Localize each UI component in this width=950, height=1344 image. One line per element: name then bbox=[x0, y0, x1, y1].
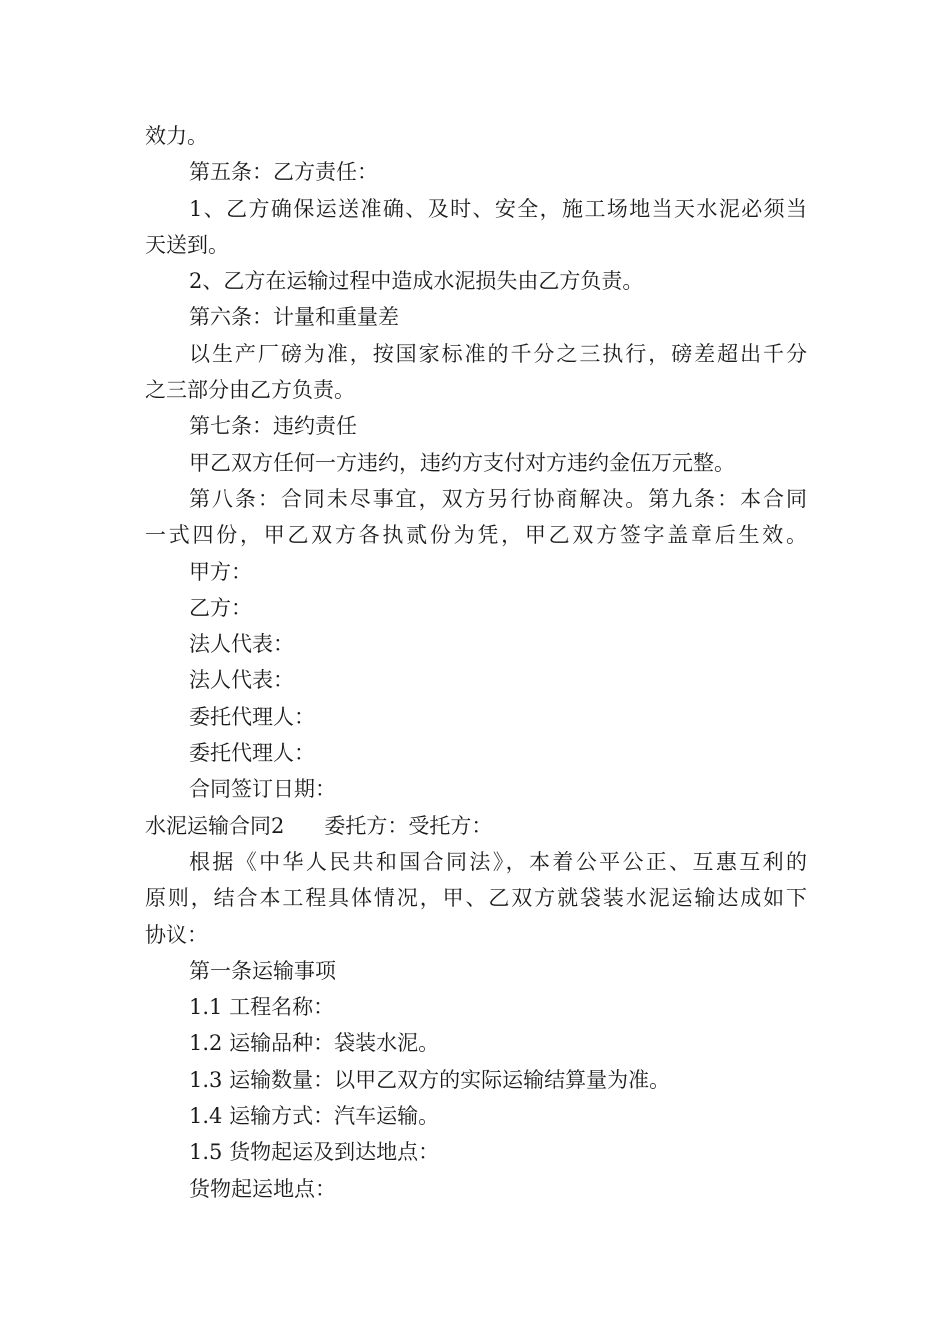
text-line: 效力。 bbox=[145, 124, 208, 148]
party-b-label: 乙方： bbox=[189, 595, 252, 620]
text-line: 1.2 运输品种：袋装水泥。 bbox=[189, 1031, 440, 1056]
text-line: 1.4 运输方式：汽车运输。 bbox=[189, 1104, 440, 1129]
signing-date-label: 合同签订日期： bbox=[189, 777, 336, 802]
text-line: 1.3 运输数量：以甲乙双方的实际运输结算量为准。 bbox=[189, 1067, 671, 1092]
clause-heading-6: 第六条：计量和重量差 bbox=[189, 305, 399, 330]
clause-heading-1: 第一条运输事项 bbox=[189, 958, 336, 983]
contract-title-line bbox=[145, 808, 807, 844]
text-line: 协议： bbox=[145, 922, 208, 947]
agent-label: 委托代理人： bbox=[189, 704, 315, 729]
text-line: 1.1 工程名称： bbox=[189, 995, 335, 1020]
text-line: 天送到。 bbox=[145, 232, 229, 257]
contract-title: 水泥运输合同2 bbox=[145, 813, 285, 838]
clause-heading-7: 第七条：违约责任 bbox=[189, 414, 357, 439]
party-a-label: 甲方： bbox=[189, 559, 252, 584]
clause-heading-8: 第八条：合同未尽事宜，双方另行协商解决。第九条：本合同 bbox=[189, 486, 807, 511]
agent-label: 委托代理人： bbox=[189, 741, 315, 766]
text-line: 甲乙双方任何一方违约，违约方支付对方违约金伍万元整。 bbox=[189, 450, 735, 475]
text-line: 货物起运地点： bbox=[189, 1176, 336, 1201]
text-line: 之三部分由乙方负责。 bbox=[145, 378, 355, 403]
parties-label: 委托方：受托方： bbox=[324, 813, 493, 838]
text-line: 根据《中华人民共和国合同法》，本着公平公正、互惠互利的 bbox=[189, 849, 807, 874]
text-line: 以生产厂磅为准，按国家标准的千分之三执行，磅差超出千分 bbox=[189, 341, 807, 366]
document-body bbox=[145, 118, 807, 1207]
legal-rep-label: 法人代表： bbox=[189, 668, 294, 693]
text-line: 原则，结合本工程具体情况，甲、乙双方就袋装水泥运输达成如下 bbox=[145, 886, 807, 911]
text-line: 2、乙方在运输过程中造成水泥损失由乙方负责。 bbox=[189, 269, 644, 294]
text-line: 1.5 货物起运及到达地点： bbox=[189, 1140, 440, 1165]
clause-heading-5: 第五条：乙方责任： bbox=[189, 160, 378, 185]
legal-rep-label: 法人代表： bbox=[189, 632, 294, 657]
text-line: 1、乙方确保运送准确、及时、安全，施工场地当天水泥必须当 bbox=[189, 196, 807, 221]
text-line: 一式四份，甲乙双方各执贰份为凭，甲乙双方签字盖章后生效。 bbox=[145, 523, 807, 548]
